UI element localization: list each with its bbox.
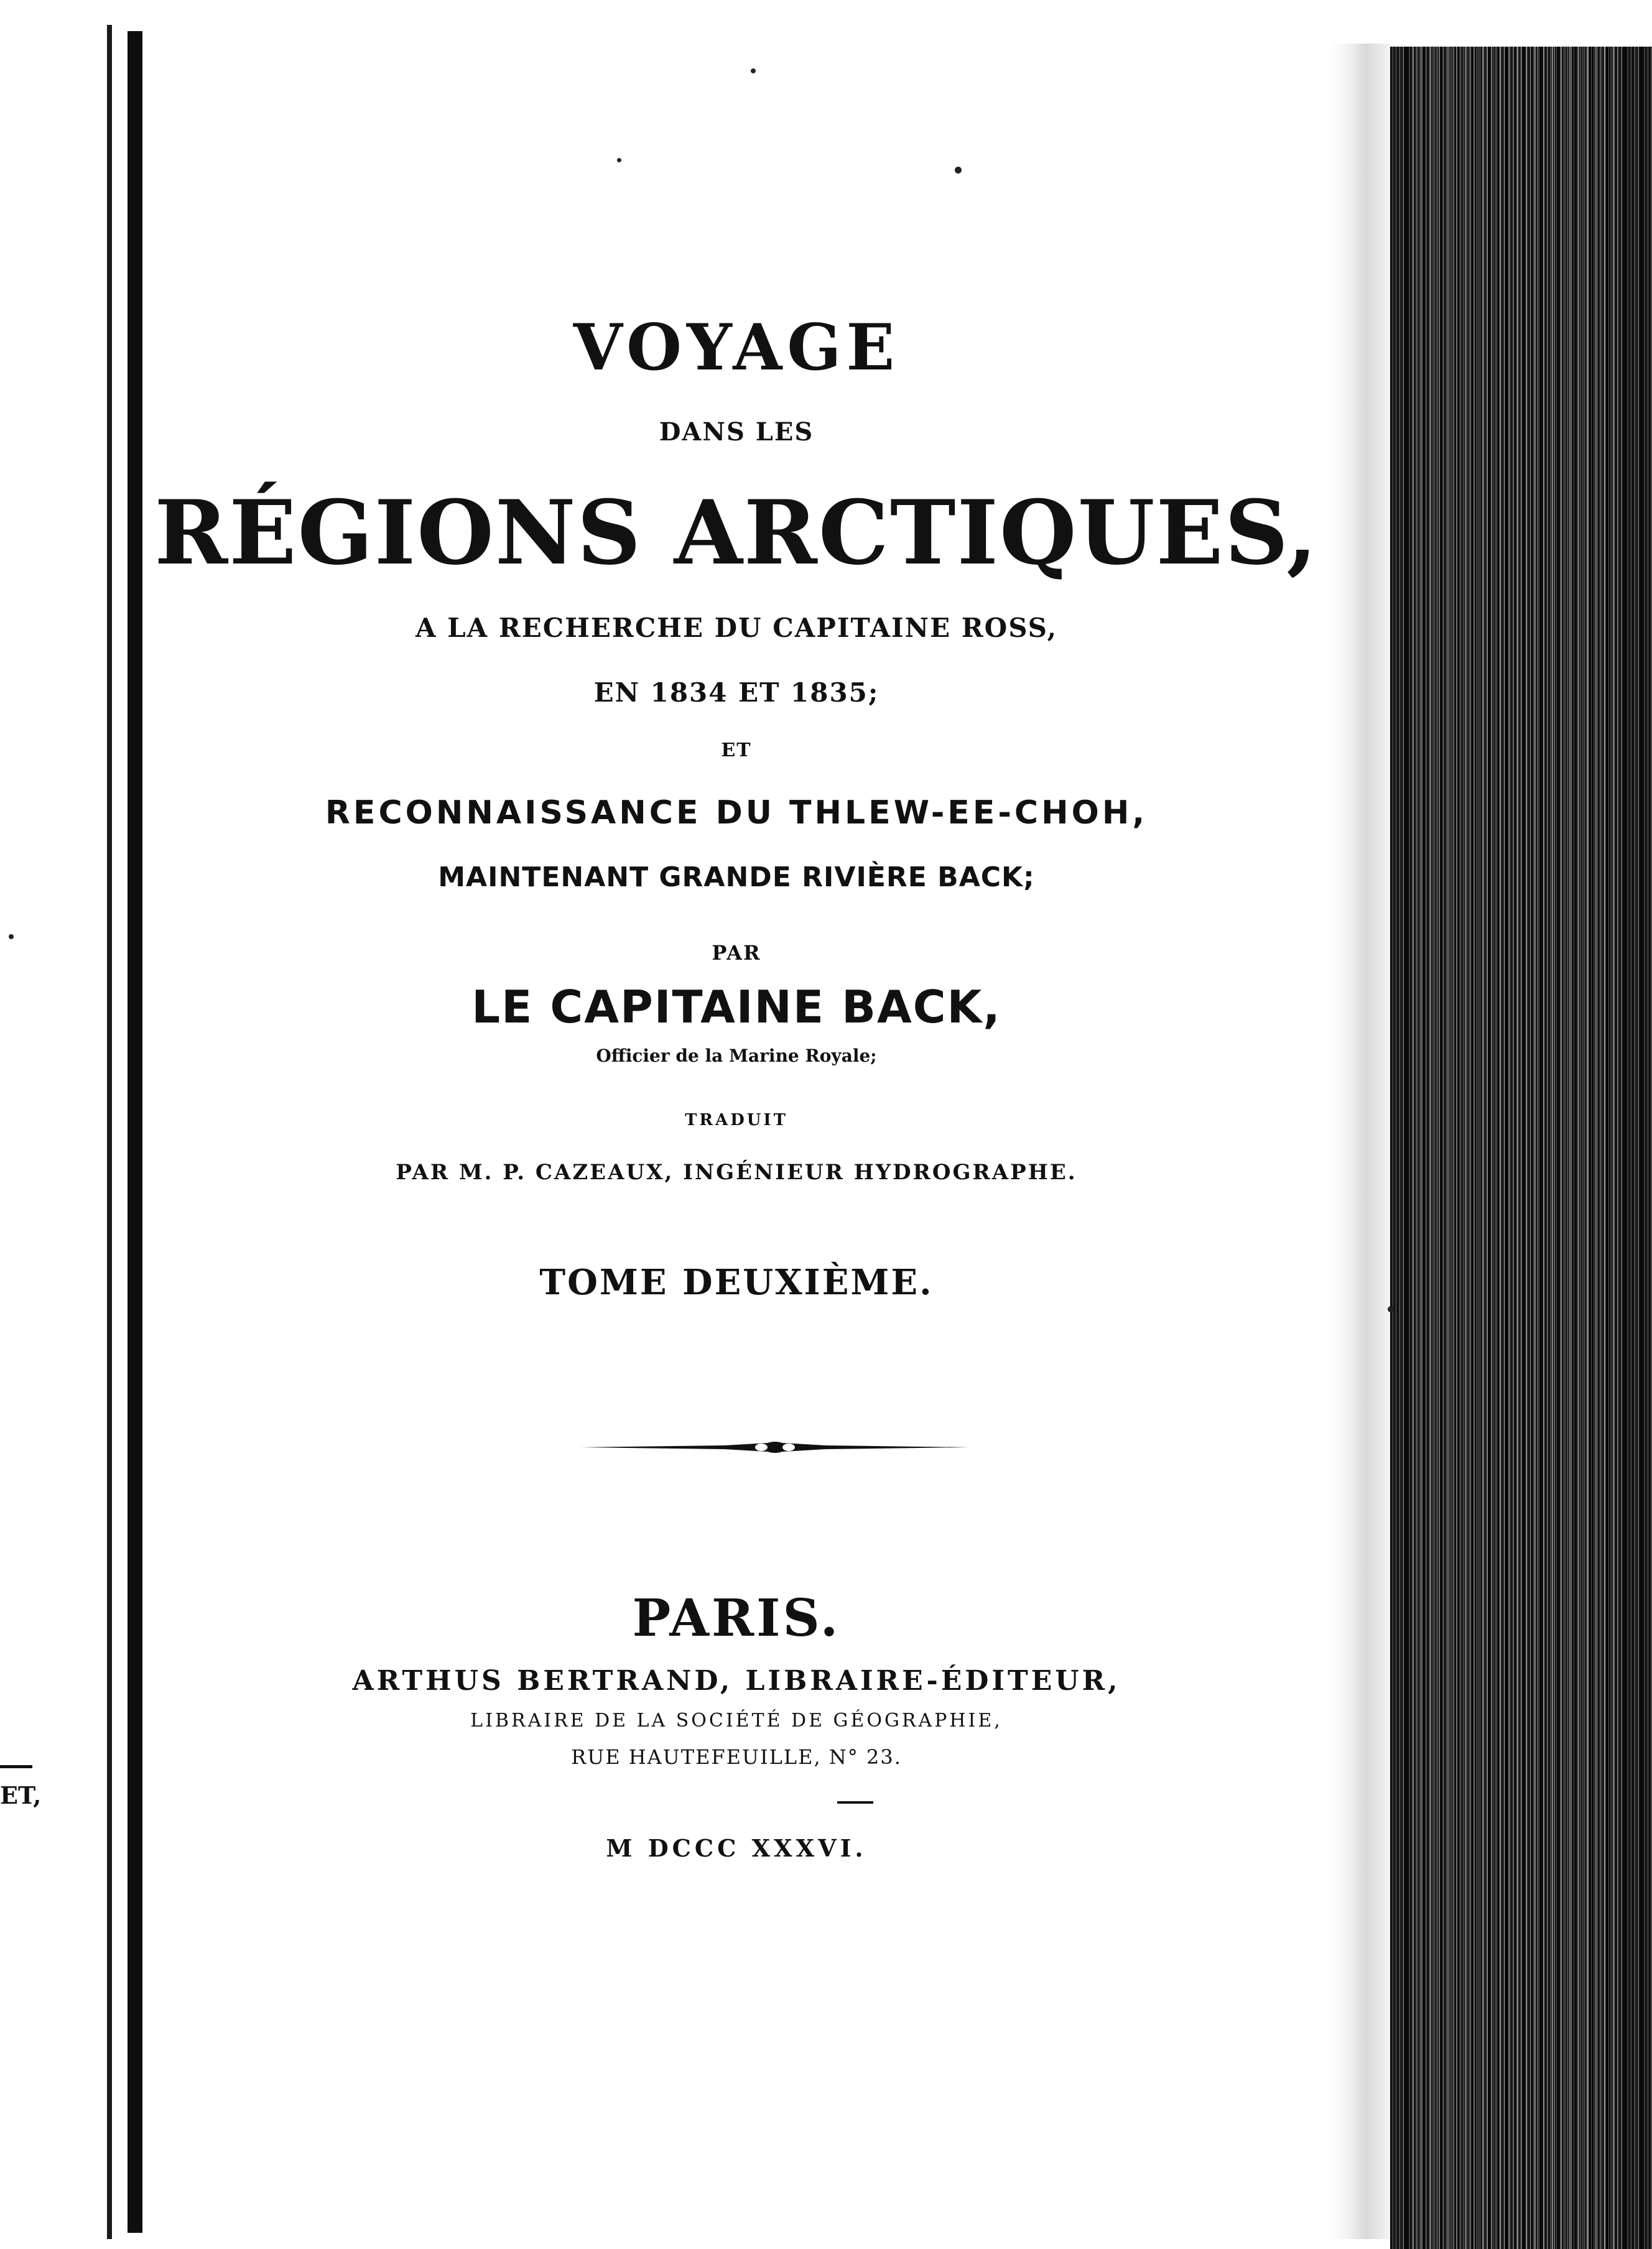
- title-page: [142, 11, 1330, 2245]
- subtitle-search: A LA RECHERCHE DU CAPITAINE ROSS,: [415, 613, 1058, 643]
- book-title: VOYAGE: [573, 310, 900, 385]
- ink-speck: [1388, 1306, 1394, 1312]
- imprint-society: LIBRAIRE DE LA SOCIÉTÉ DE GÉOGRAPHIE,: [470, 1710, 1003, 1732]
- main-title: RÉGIONS ARCTIQUES,: [154, 481, 1319, 585]
- gutter-shadow: [107, 25, 112, 2239]
- title-connector: DANS LES: [659, 417, 814, 447]
- imprint-city: PARIS.: [632, 1588, 841, 1648]
- volume-label: TOME DEUXIÈME.: [539, 1262, 934, 1303]
- subtitle-dates: EN 1834 ET 1835;: [593, 677, 879, 708]
- ink-speck: [617, 158, 621, 162]
- author-role: Officier de la Marine Royale;: [596, 1046, 877, 1066]
- ink-speck: [751, 68, 756, 73]
- left-page-text-fragment: ET,: [0, 1781, 42, 1809]
- gutter-shadow-outer: [128, 31, 142, 2233]
- connector-et: ET: [721, 740, 752, 761]
- imprint-publisher: ARTHUS BERTRAND, LIBRAIRE-ÉDITEUR,: [352, 1665, 1121, 1697]
- ink-speck: [9, 934, 14, 939]
- page-edge: [1330, 44, 1390, 2239]
- author-name: LE CAPITAINE BACK,: [471, 981, 1001, 1033]
- page-stack-highlights: [1409, 47, 1620, 2249]
- ornamental-rule: [581, 1439, 969, 1456]
- subtitle-river: MAINTENANT GRANDE RIVIÈRE BACK;: [438, 861, 1035, 893]
- translator-line: PAR M. P. CAZEAUX, INGÉNIEUR HYDROGRAPHE.: [396, 1160, 1077, 1185]
- ink-speck: [955, 167, 962, 174]
- imprint-year: M DCCC XXXVI.: [606, 1834, 867, 1862]
- imprint-street: RUE HAUTEFEUILLE, N° 23.: [571, 1745, 902, 1769]
- translated-label: TRADUIT: [685, 1111, 788, 1129]
- subtitle-reconnaissance: RECONNAISSANCE DU THLEW-EE-CHOH,: [325, 794, 1148, 832]
- by-label: PAR: [712, 941, 761, 965]
- left-page-rule: [0, 1765, 32, 1768]
- short-rule: [837, 1801, 873, 1804]
